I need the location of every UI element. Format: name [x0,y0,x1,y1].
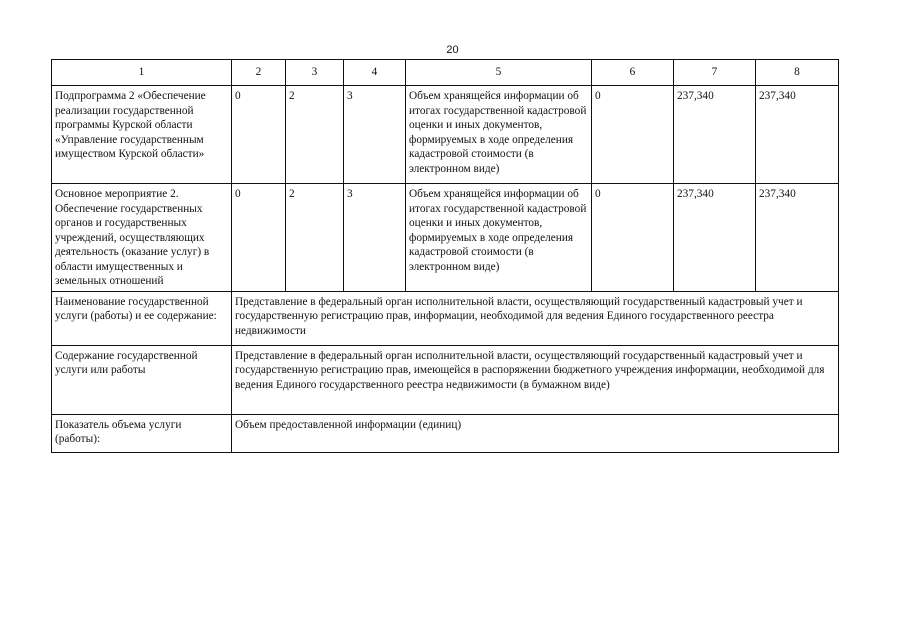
table-cell: 0 [592,184,674,292]
header-cell: 3 [286,60,344,86]
table-cell: 3 [344,86,406,184]
row-name-cell: Основное мероприятие 2. Обеспечение государственных органов и государственных учреждений, осуществляющих деятельность (оказание услуг) в области имущественных и земельных отношений [52,184,232,292]
table-cell: 0 [592,86,674,184]
service-label-cell: Содержание государственной услуги или работы [52,345,232,414]
service-row [52,291,839,345]
table-cell: 0 [232,184,286,292]
indicator-cell: Объем хранящейся информации об итогах государственной кадастровой оценки и иных документов, формируемых в ходе определения кадастровой стоимости (в электронном виде) [406,86,592,184]
header-cell: 4 [344,60,406,86]
row-name-cell: Подпрограмма 2 «Обеспечение реализации государственной программы Курской области «Управление государственным имуществом Курской области» [52,86,232,184]
table-cell: 237,340 [756,86,839,184]
header-cell: 1 [52,60,232,86]
indicator-cell: Объем хранящейся информации об итогах государственной кадастровой оценки и иных документов, формируемых в ходе определения кадастровой стоимости (в электронном виде) [406,184,592,292]
table-cell: 3 [344,184,406,292]
service-label-cell: Показатель объема услуги (работы): [52,414,232,452]
table-header-row [52,60,839,86]
table-cell: 237,340 [674,86,756,184]
table-row [52,184,839,292]
service-value-cell: Представление в федеральный орган исполнительной власти, осуществляющий государственный кадастровый учет и государственную регистрацию прав, имеющейся в распоряжении бюджетного учреждения информации, необходимой для ведения Единого государственного реестра недвижимости (в бумажном виде) [232,345,839,414]
header-cell: 5 [406,60,592,86]
header-cell: 7 [674,60,756,86]
service-label-cell: Наименование государственной услуги (работы) и ее содержание: [52,291,232,345]
table-row [52,86,839,184]
header-cell: 8 [756,60,839,86]
service-value-cell: Представление в федеральный орган исполнительной власти, осуществляющий государственный кадастровый учет и государственную регистрацию прав, информации, необходимой для ведения Единого государственного реестра недвижимости [232,291,839,345]
service-value-cell: Объем предоставленной информации (единиц) [232,414,839,452]
table-cell: 0 [232,86,286,184]
service-row [52,345,839,414]
table-cell: 237,340 [756,184,839,292]
header-cell: 2 [232,60,286,86]
program-table [51,59,839,453]
table-cell: 2 [286,184,344,292]
page-number: 20 [446,44,459,56]
service-row [52,414,839,452]
table-cell: 237,340 [674,184,756,292]
header-cell: 6 [592,60,674,86]
table-cell: 2 [286,86,344,184]
